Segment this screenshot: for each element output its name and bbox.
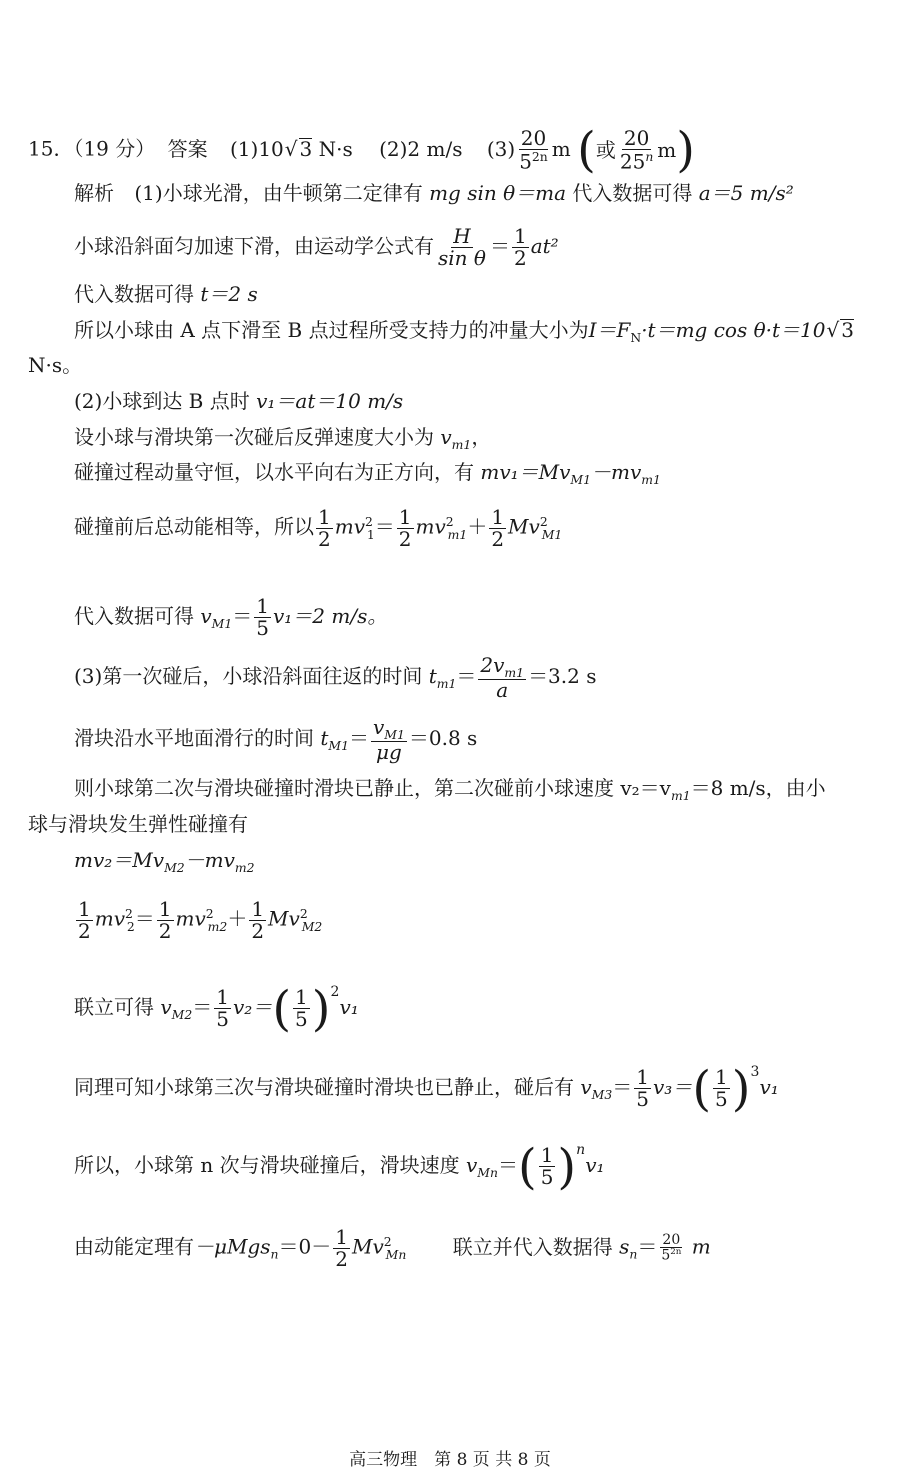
solution-line-4: 所以小球由 A 点下滑至 B 点过程所受支持力的冲量大小为$I=F_N\cdot t=mg$ cos θ·t＝10√ 3 [74, 318, 854, 345]
answer-3: (3) $\frac{20}{5^{2n}}$ m ( 或 $\frac{20}{25^n}$ m ) [486, 122, 695, 178]
part2-line-3: 碰撞过程动量守恒，以水平向右为正方向，有 $mv_1=Mv_{M1}-mv_{m1}$ [74, 460, 661, 487]
part3-line-3: 则小球第二次与滑块碰撞时滑块已静止，第二次碰前小球速度 $v_2=v_{m1}=8$ m/s，由小 [74, 776, 826, 803]
answer-1: (1)10√ 3 N·s [229, 136, 353, 161]
question-number: 15． [28, 136, 74, 161]
solution-line-1: 解析 (1)小球光滑，由牛顿第二定律有 mg sin θ＝ma 代入数据可得 a＝5 m/s² [74, 181, 794, 205]
part3-line-4: 球与滑块发生弹性碰撞有 [28, 812, 248, 836]
solution-line-2: 小球沿斜面匀加速下滑，由运动学公式有 $\frac{H}{\text{sin θ}}$ ＝ $\frac{1}{2}$ at² [74, 224, 559, 270]
solution-label: 解析 [74, 181, 114, 205]
part2-line-1: (2)小球到达 B 点时 v₁＝at＝10 m/s [74, 389, 404, 413]
answer-label: 答案 [167, 136, 208, 161]
part3-line-7: 联立可得 $v_{M2}=$ $\frac{1}{5}$ v₂＝ ( $\frac{1}{5}$ ) $^2$v₁ [74, 980, 359, 1037]
question-score: （19 分） [73, 136, 156, 161]
solution-line-3: 代入数据可得 t＝2 s [74, 282, 258, 306]
part3-line-10: 由动能定理有－μMgs$_n$＝0－ $\frac{1}{2}$ $Mv^2_{Mn}$ 联立并代入数据得 $s_n=$ $\frac{20}{5^{2n}}$ m [74, 1224, 711, 1271]
part3-line-8: 同理可知小球第三次与滑块碰撞时滑块也已静止，碰后有 $v_{M3}=$ $\frac{1}{5}$ v₃＝ ( $\frac{1}{5}$ ) $^3$v₁ [74, 1060, 779, 1117]
solution-line-4-cont: N·s。 [28, 353, 83, 377]
part3-line-6: $\frac{1}{2}$ $mv^2_2=$ $\frac{1}{2}$ $mv^2_{m2}+$ $\frac{1}{2}$ $Mv^2_{M2}$ [78, 896, 323, 943]
part3-line-5: $mv_2=Mv_{M2}-mv_{m2}$ [74, 848, 255, 875]
part3-line-1: (3)第一次碰后，小球沿斜面往返的时间 $t_{m1}=$ $\frac{2v_{m1}}{a}$ ＝3.2 s [74, 652, 597, 702]
part2-line-2: 设小球与滑块第一次碰后反弹速度大小为 $v_{m1}$， [74, 425, 492, 452]
page-footer: 高三物理 第 8 页 共 8 页 [349, 1450, 551, 1470]
part2-line-5: 代入数据可得 $v_{M1}=$ $\frac{1}{5}$ v₁＝2 m/s。 [74, 594, 388, 640]
part2-line-4: 碰撞前后总动能相等，所以 $\frac{1}{2}$ $mv^2_1=$ $\frac{1}{2}$ $mv^2_{m1}+$ $\frac{1}{2}$ $Mv^2_{M1}$ [74, 504, 563, 551]
part3-line-2: 滑块沿水平地面滑行的时间 $t_{M1}=$ $\frac{v_{M1}}{\mu g}$ ＝0.8 s [74, 714, 478, 764]
part3-line-9: 所以，小球第 n 次与滑块碰撞后，滑块速度 $v_{Mn}=$ ( $\frac{1}{5}$ ) $^n$v₁ [74, 1138, 605, 1195]
answer-header [28, 122, 695, 178]
answer-2: (2)2 m/s [379, 136, 463, 161]
